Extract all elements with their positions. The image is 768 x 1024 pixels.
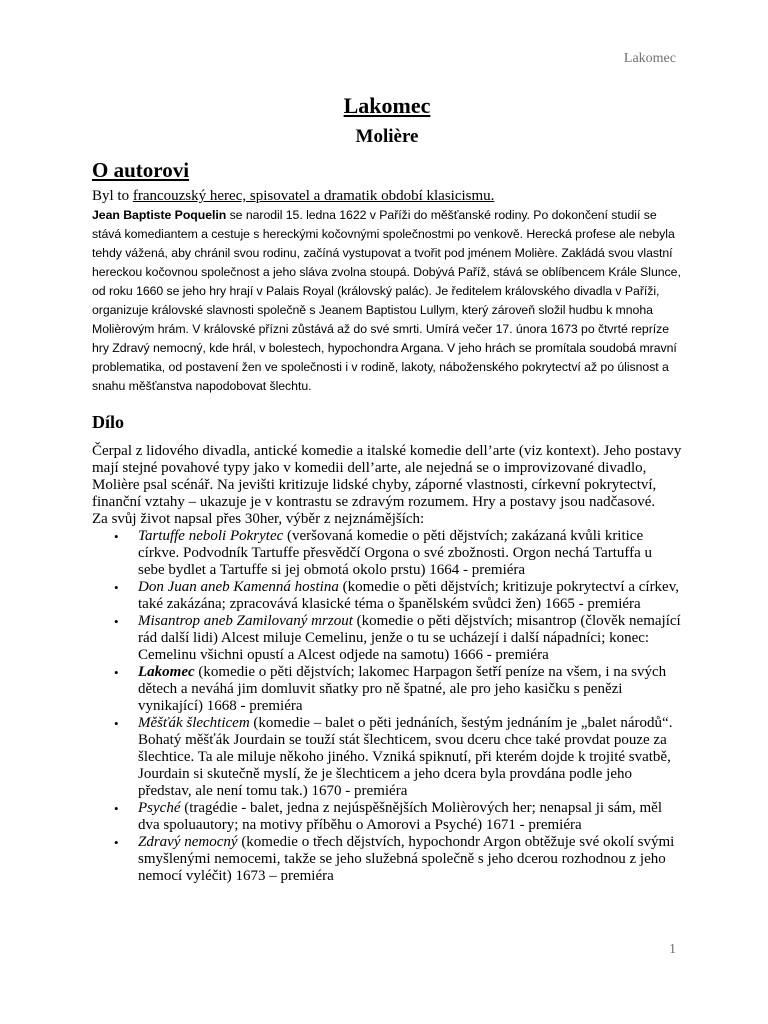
work-description: (tragédie - balet, jedna z nejúspěšnějších Molièrových her; nenapsal ji sám, měl dva spoluautory; na motivy příběhu o Amorovi a Psyché) 1671 - premiéra	[138, 800, 662, 833]
document-title: Lakomec	[343, 93, 431, 118]
list-item	[114, 613, 682, 664]
author-biography	[92, 206, 682, 396]
list-item	[114, 664, 682, 715]
author-intro	[92, 187, 682, 206]
work-description: (komedie o třech dějstvích, hypochondr Argon obtěžuje své okolí svými smyšlenými nemocemi, takže se jeho služebná společně s jeho dcerou rozhodnou z jeho nemocí vyléčit) 1673 – premiéra	[138, 834, 675, 884]
author-full-name: Jean Baptiste Poquelin	[92, 208, 227, 222]
work-description: (komedie o pěti dějstvích; lakomec Harpagon šetří peníze na všem, i na svých dětech a neváhá jim domluvit sňatky pro ně špatné, ale pro jeho kasičku s penězi vynikající) 1668 - premiéra	[138, 664, 667, 714]
author-intro-prefix: Byl to	[92, 188, 133, 204]
bullet-icon: •	[114, 801, 119, 816]
bullet-icon: •	[114, 614, 119, 629]
bullet-icon: •	[114, 716, 119, 731]
work-title: Lakomec	[138, 664, 195, 680]
work-title: Misantrop aneb Zamilovaný mrzout	[138, 613, 353, 629]
list-item	[114, 579, 682, 613]
work-description: (komedie o pěti dějstvích; misantrop (člověk nemající rád další lidi) Alcest miluje Cemelinu, jenže o tu se ucházejí i další nápadníci; konec: Cemelinu všichni opustí a Alcest odjede na samotu) 1666 - premiéra	[138, 613, 681, 663]
works-list	[92, 528, 682, 885]
work-title: Don Juan aneb Kamenná hostina	[138, 579, 339, 595]
author-intro-underlined: francouzský herec, spisovatel a dramatik období klasicismu.	[132, 188, 495, 204]
work-title: Měšťák šlechticem	[138, 715, 250, 731]
work-description: (komedie o pěti dějstvích; kritizuje pokrytectví a církev, také zakázána; zpracovává klasické téma o španělském svůdci žen) 1665 - premiéra	[138, 579, 679, 612]
work-title: Psyché	[138, 800, 181, 816]
bullet-icon: •	[114, 835, 119, 850]
bullet-icon: •	[114, 580, 119, 595]
list-item	[114, 715, 682, 800]
work-paragraph: Čerpal z lidového divadla, antické komedie a italské komedie dell’arte (viz kontext). Jeho postavy mají stejné povahové typy jako v komedii dell’arte, ale nejedná se o improvizované divadlo, Molière psal scénář. Na jevišti kritizuje lidské chyby, záporné vlastnosti, církevní pokrytectví, finanční vztahy – ukazuje je v kontrastu se zdravým rozumem. Hry a postavy jsou nadčasové.	[92, 443, 682, 510]
list-item	[114, 800, 682, 834]
bullet-icon: •	[114, 529, 119, 544]
document-author: Molière	[355, 126, 419, 147]
running-header: Lakomec	[623, 51, 676, 66]
page-number: 1	[669, 942, 676, 957]
work-title: Tartuffe neboli Pokrytec	[138, 528, 284, 544]
list-item	[114, 528, 682, 579]
work-title: Zdravý nemocný	[138, 834, 238, 850]
biography-text: se narodil 15. ledna 1622 v Paříži do měšťanské rodiny. Po dokončení studií se stává komediantem a cestuje s hereckými kočovnými společnostmi po venkově. Herecká profese ale nebyla tehdy vážená, aby chránil svou rodinu, začíná vystupovat a tvořit pod jménem Molière. Zakládá svou vlastní hereckou kočovnou společnost a jeho sláva zvolna stoupá. Dobývá Paříž, stává se oblíbencem Krále Slunce, od roku 1660 se jeho hry hrají v Palais Royal (královský palác). Je ředitelem královského divadla v Paříži, organizuje královské slavnosti společně s Jeanem Baptistou Lullym, který zároveň složil hudbu k mnoha Molièrovým hrám. V královské přízni zůstává až do své smrti. Umírá večer 17. února 1673 po čtvrté repríze hry Zdravý nemocný, kde hrál, v bolestech, hypochondra Argana. V jeho hrách se promítala soudobá mravní problematika, od postavení žen ve společnosti i v rodině, lakoty, náboženského pokrytectví až po úlisnost a snahu měšťanstva napodobovat šlechtu.	[92, 208, 681, 393]
work-description: (komedie – balet o pěti jednáních, šestým jednáním je „balet národů“. Bohatý měšťák Jourdain se touží stát šlechticem, svou dceru chce také provdat pouze za šlechtice. Ta ale miluje někoho jiného. Vzniká spiknutí, při kterém dojde k trojité svatbě, Jourdain si skutečně myslí, že je šlechticem a jeho dcera byla provdána podle jeho představ, ale není tomu tak.) 1670 - premiéra	[138, 715, 673, 799]
work-description: (veršovaná komedie o pěti dějstvích; zakázaná kvůli kritice církve. Podvodník Tartuffe přesvědčí Orgona o své zbožnosti. Orgon nechá Tartuffa u sebe bydlet a Tartuffe si jej obmotá okolo prstu) 1664 - premiéra	[138, 528, 653, 578]
list-item	[114, 834, 682, 885]
works-list-intro: Za svůj život napsal přes 30her, výběr z nejznámějších:	[92, 511, 425, 527]
section-heading-about: O autorovi	[92, 158, 190, 182]
bullet-icon: •	[114, 665, 119, 680]
section-heading-work: Dílo	[92, 412, 125, 432]
document-body	[92, 92, 682, 885]
